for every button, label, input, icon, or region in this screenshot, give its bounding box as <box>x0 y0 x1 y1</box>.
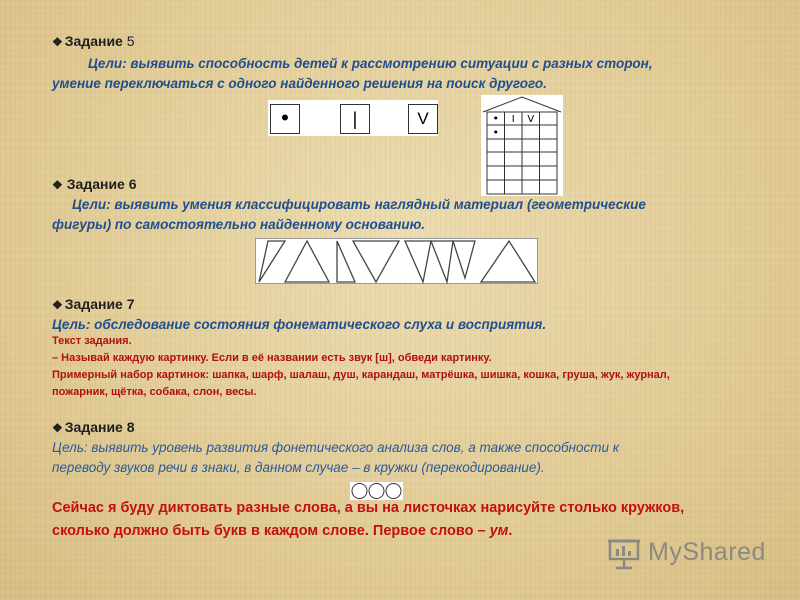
task8-goal-line1: Цель: выявить уровень развития фонетического анализа слов, а также способности к <box>52 440 620 455</box>
task8-dictation-line1: Сейчас я буду диктовать разные слова, а вы на листочках нарисуйте столько кружков, <box>52 500 685 516</box>
task6-goal-line2: фигуры) по самостоятельно найденному основанию. <box>52 217 426 232</box>
task6-goal <box>52 195 742 235</box>
presentation-board-icon <box>606 537 642 571</box>
triangle-3 <box>337 241 355 282</box>
triangle-1 <box>259 241 285 282</box>
diamond-bullet-icon: ❖ <box>52 421 63 435</box>
task5-heading-number: 5 <box>126 33 135 49</box>
house-grid-svg <box>481 95 563 196</box>
task7-text-label: Текст задания. <box>52 335 132 347</box>
card-line: | <box>340 104 370 134</box>
diamond-bullet-icon: ❖ <box>52 35 63 49</box>
task5-heading <box>52 33 135 49</box>
house-header-v: V <box>527 114 535 125</box>
watermark-text: MyShared <box>648 538 766 566</box>
house-header-dot: • <box>492 112 499 125</box>
task5-goal-line1: Цели: выявить способность детей к рассмотрению ситуации с разных сторон, <box>88 56 653 71</box>
task8-dictation-word: ум <box>489 523 509 539</box>
task7-set-line1: Примерный набор картинок: шапка, шарф, шалаш, душ, карандаш, матрёшка, шишка, кошка, груша, жук, журнал, <box>52 369 670 381</box>
task8-dictation-line2: сколько должно быть букв в каждом слове. Первое слово – ум. <box>52 523 513 539</box>
triangle-2 <box>285 241 329 282</box>
task6-triangles <box>255 238 538 284</box>
task5-goal <box>52 54 752 94</box>
diamond-bullet-icon: ❖ <box>52 178 63 192</box>
task5-cards <box>268 100 438 136</box>
triangle-8 <box>481 241 535 282</box>
card-v: V <box>408 104 438 134</box>
triangle-6 <box>431 241 453 282</box>
task8-goal <box>52 438 619 478</box>
task5-heading-word: Задание <box>64 33 123 49</box>
task7-set-line2: пожарник, щётка, собака, слон, весы. <box>52 386 257 398</box>
task6-heading: ❖ Задание 6 <box>52 176 137 192</box>
triangles-svg <box>255 238 538 284</box>
task8-dictation <box>52 497 684 543</box>
triangle-7 <box>453 241 475 278</box>
house-header-line: I <box>511 114 515 125</box>
triangle-5 <box>405 241 431 282</box>
task5-goal-line2: умение переключаться с одного найденного решения на поиск другого. <box>52 76 547 91</box>
card-dot: • <box>270 104 300 134</box>
house-cell-dot: • <box>492 126 499 139</box>
triangle-4 <box>353 241 399 282</box>
task7-heading: ❖ Задание 7 <box>52 296 135 312</box>
diamond-bullet-icon: ❖ <box>52 298 63 312</box>
task5-house-grid <box>481 95 563 196</box>
task7-goal: Цель: обследование состояния фонематического слуха и восприятия. <box>52 317 547 332</box>
task7-instruction: – Называй каждую картинку. Если в её названии есть звук [ш], обведи картинку. <box>52 352 492 364</box>
task8-goal-line2: переводу звуков речи в знаки, в данном случае – в кружки (перекодирование). <box>52 460 545 475</box>
task8-heading: ❖ Задание 8 <box>52 419 135 435</box>
task6-goal-line1: Цели: выявить умения классифицировать наглядный материал (геометрические <box>72 197 646 212</box>
